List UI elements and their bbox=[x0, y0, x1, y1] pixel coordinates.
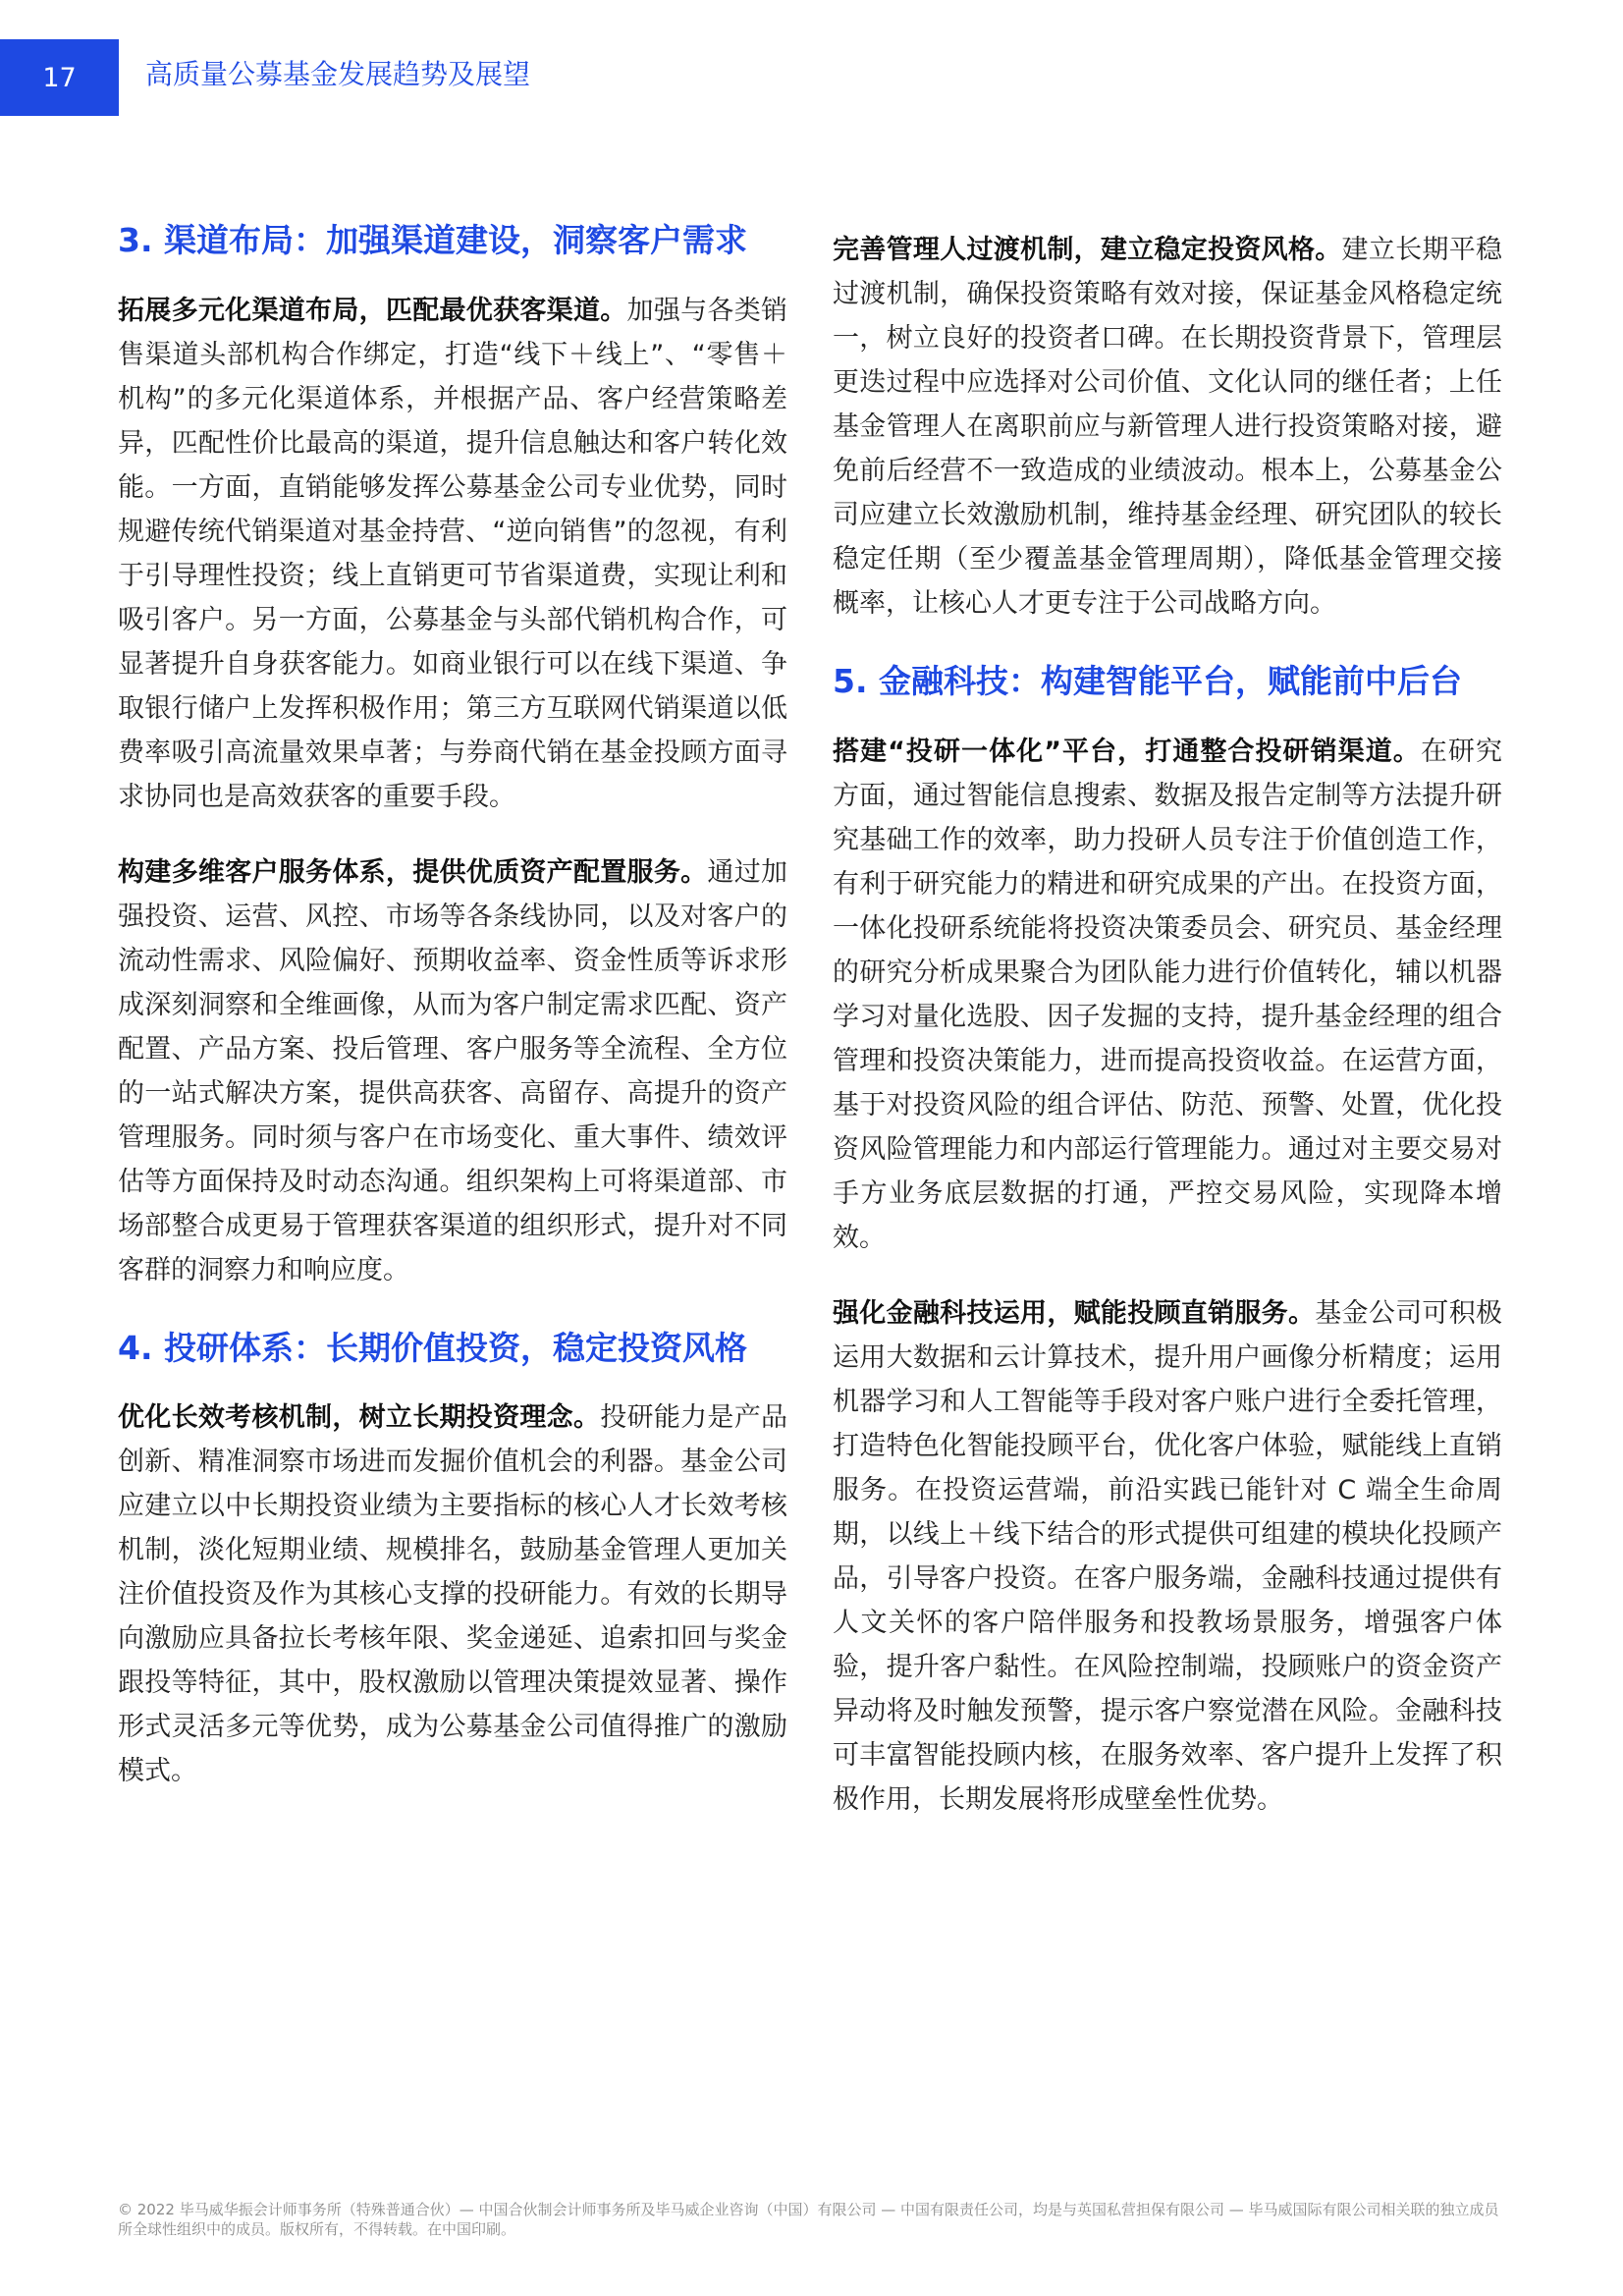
page-number-badge bbox=[0, 39, 119, 116]
right-column bbox=[833, 228, 1502, 1853]
paragraph-body: 建立长期平稳过渡机制，确保投资策略有效对接，保证基金风格稳定统一，树立良好的投资者口碑。在长期投资背景下，管理层更迭过程中应选择对公司价值、文化认同的继任者；上任基金管理人在离职前应与新管理人进行投资策略对接，避免前后经营不一致造成的业绩波动。根本上，公募基金公司应建立长效激励机制，维持基金经理、研究团队的较长稳定任期（至少覆盖基金管理周期），降低基金管理交接概率，让核心人才更专注于公司战略方向。 bbox=[833, 235, 1503, 619]
section-3-paragraph-2 bbox=[118, 850, 787, 1292]
paragraph-lead: 优化长效考核机制，树立长期投资理念。 bbox=[118, 1402, 601, 1433]
paragraph-lead: 拓展多元化渠道布局，匹配最优获客渠道。 bbox=[118, 295, 627, 326]
paragraph-body: 通过加强投资、运营、风控、市场等各条线协同，以及对客户的流动性需求、风险偏好、预期收益率、资金性质等诉求形成深刻洞察和全维画像，从而为客户制定需求匹配、资产配置、产品方案、投后管理、客户服务等全流程、全方位的一站式解决方案，提供高获客、高留存、高提升的资产管理服务。同时须与客户在市场变化、重大事件、绩效评估等方面保持及时动态沟通。组织架构上可将渠道部、市场部整合成更易于管理获客渠道的组织形式，提升对不同客群的洞察力和响应度。 bbox=[118, 856, 788, 1285]
copyright-footer: © 2022 毕马威华振会计师事务所（特殊普通合伙）— 中国合伙制会计师事务所及毕马威企业咨询（中国）有限公司 — 中国有限责任公司，均是与英国私营担保有限公司 — 毕马威国际有限公司相关联的独立成员所全球性组织中的成员。版权所有，不得转载。在中国印刷。 bbox=[118, 2201, 1499, 2238]
running-title: 高质量公募基金发展趋势及展望 bbox=[145, 58, 531, 90]
section-5-heading: 5. 金融科技：构建智能平台，赋能前中后台 bbox=[833, 662, 1462, 700]
section-3-heading: 3. 渠道布局：加强渠道建设，洞察客户需求 bbox=[118, 221, 747, 259]
paragraph-lead: 完善管理人过渡机制，建立稳定投资风格。 bbox=[833, 235, 1342, 265]
section-4-paragraph-2 bbox=[833, 228, 1502, 626]
paragraph-lead: 构建多维客户服务体系，提供优质资产配置服务。 bbox=[118, 856, 708, 888]
paragraph-body: 基金公司可积极运用大数据和云计算技术，提升用户画像分析精度；运用机器学习和人工智能等手段对客户账户进行全委托管理，打造特色化智能投顾平台，优化客户体验，赋能线上直销服务。在投资运营端，前沿实践已能针对 C 端全生命周期，以线上＋线下结合的形式提供可组建的模块化投顾产品，引导客户投资。在客户服务端，金融科技通过提供有人文关怀的客户陪伴服务和投教场景服务，增强客户体验，提升客户黏性。在风险控制端，投顾账户的资金资产异动将及时触发预警，提示客户察觉潜在风险。金融科技可丰富智能投顾内核，在服务效率、客户提升上发挥了积极作用，长期发展将形成壁垒性优势。 bbox=[833, 1297, 1502, 1815]
section-5-paragraph-2 bbox=[833, 1291, 1502, 1822]
section-5-paragraph-1 bbox=[833, 730, 1502, 1260]
paragraph-body: 投研能力是产品创新、精准洞察市场进而发掘价值机会的利器。基金公司应建立以中长期投资业绩为主要指标的核心人才长效考核机制，淡化短期业绩、规模排名，鼓励基金管理人更加关注价值投资及作为其核心支撑的投研能力。有效的长期导向激励应具备拉长考核年限、奖金递延、追索扣回与奖金跟投等特征，其中，股权激励以管理决策提效显著、操作形式灵活多元等优势，成为公募基金公司值得推广的激励模式。 bbox=[118, 1402, 787, 1786]
paragraph-body: 加强与各类销售渠道头部机构合作绑定，打造“线下＋线上”、“零售＋机构”的多元化渠道体系，并根据产品、客户经营策略差异，匹配性价比最高的渠道，提升信息触达和客户转化效能。一方面，直销能够发挥公募基金公司专业优势，同时规避传统代销渠道对基金持营、“逆向销售”的忽视，有利于引导理性投资；线上直销更可节省渠道费，实现让利和吸引客户。另一方面，公募基金与头部代销机构合作，可显著提升自身获客能力。如商业银行可以在线下渠道、争取银行储户上发挥积极作用；第三方互联网代销渠道以低费率吸引高流量效果卓著；与券商代销在基金投顾方面寻求协同也是高效获客的重要手段。 bbox=[118, 295, 788, 812]
left-column bbox=[118, 216, 787, 1825]
section-4-heading: 4. 投研体系：长期价值投资，稳定投资风格 bbox=[118, 1328, 747, 1367]
paragraph-body: 在研究方面，通过智能信息搜索、数据及报告定制等方法提升研究基础工作的效率，助力投研人员专注于价值创造工作，有利于研究能力的精进和研究成果的产出。在投资方面，一体化投研系统能将投资决策委员会、研究员、基金经理的研究分析成果聚合为团队能力进行价值转化，辅以机器学习对量化选股、因子发掘的支持，提升基金经理的组合管理和投资决策能力，进而提高投资收益。在运营方面，基于对投资风险的组合评估、防范、预警、处置，优化投资风险管理能力和内部运行管理能力。通过对主要交易对手方业务底层数据的打通，严控交易风险，实现降本增效。 bbox=[833, 736, 1502, 1253]
page-number: 17 bbox=[42, 62, 77, 93]
section-3-paragraph-1 bbox=[118, 289, 787, 819]
section-4-paragraph-1 bbox=[118, 1395, 787, 1793]
paragraph-lead: 搭建“投研一体化”平台，打通整合投研销渠道。 bbox=[833, 736, 1421, 767]
paragraph-lead: 强化金融科技运用，赋能投顾直销服务。 bbox=[833, 1297, 1316, 1329]
